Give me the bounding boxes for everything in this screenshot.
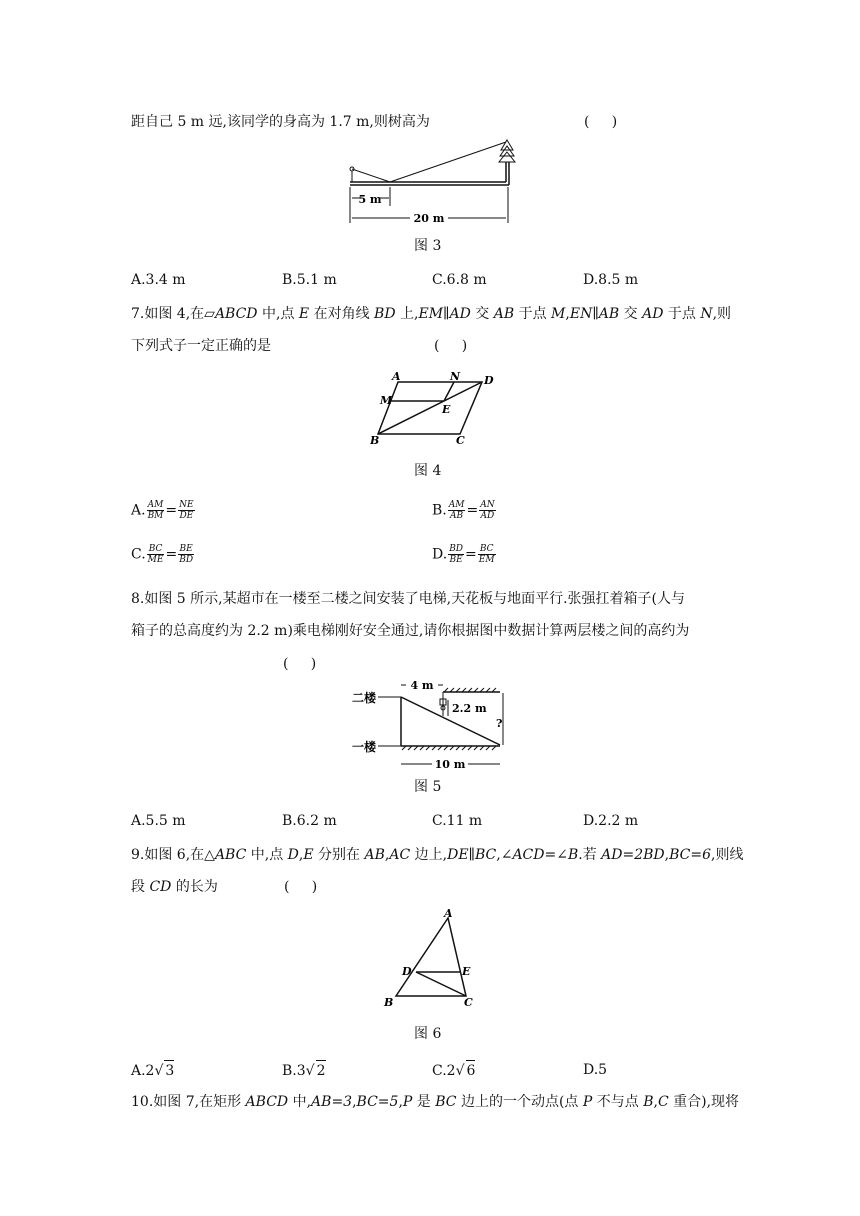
fig5-label-floor2: 二楼 xyxy=(352,691,377,705)
fig4-label-d: D xyxy=(484,374,494,387)
q8-answer-paren: ( ) xyxy=(283,656,317,672)
fig6-label-e: E xyxy=(462,965,471,978)
q7-option-a: A. $\frac{AM}{BM}$ = $\frac{NE}{DE}$ xyxy=(131,500,194,521)
fig3-label-20m: 20 m xyxy=(413,212,445,225)
figure-6-caption: 图 6 xyxy=(414,1026,442,1042)
figure-5-caption: 图 5 xyxy=(414,779,442,795)
q9-text-line2: 段 CD 的长为 xyxy=(131,879,218,895)
q9-text-line1: 9.如图 6,在△ABC 中,点 D,E 分别在 AB,AC 边上,DE∥BC,∠ACD=∠B.若 AD=2BD,BC=6,则线 xyxy=(131,847,744,863)
fig6-label-a: A xyxy=(444,908,453,920)
fig3-sight-1 xyxy=(352,169,390,182)
fig6-triangle-abc xyxy=(396,918,466,996)
q6-option-a: A.3.4 m xyxy=(131,272,186,288)
q10-text-line1: 10.如图 7,在矩形 ABCD 中,AB=3,BC=5,P 是 BC 边上的一个动点(点 P 不与点 B,C 重合),现将 xyxy=(131,1094,740,1110)
fig3-label-5m: 5 m xyxy=(358,193,382,206)
figure-3-caption: 图 3 xyxy=(414,238,442,254)
figure-4 xyxy=(370,366,500,448)
figure-6 xyxy=(380,908,490,1008)
q6-option-b: B.5.1 m xyxy=(282,272,337,288)
fig3-tree-top xyxy=(501,140,513,150)
q7-text-line2: 下列式子一定正确的是 xyxy=(131,338,271,354)
fig4-label-e: E xyxy=(442,403,451,416)
q6-option-d: D.8.5 m xyxy=(583,272,639,288)
q8-option-c: C.11 m xyxy=(432,813,483,829)
fig5-label-4m: 4 m xyxy=(410,679,434,692)
figure-5 xyxy=(352,676,512,772)
q9-option-a: A.2√ 3 xyxy=(131,1060,174,1081)
q6-answer-paren: ( ) xyxy=(584,114,618,130)
figure-4-caption: 图 4 xyxy=(414,463,442,479)
fig4-label-b: B xyxy=(370,434,380,447)
fig6-label-c: C xyxy=(464,996,473,1008)
q6-option-c: C.6.8 m xyxy=(432,272,487,288)
fig4-label-n: N xyxy=(450,370,461,383)
q7-option-c: C. $\frac{BC}{ME}$ = $\frac{BE}{BD}$ xyxy=(131,544,194,565)
fig5-label-22m: 2.2 m xyxy=(452,702,487,715)
q9-answer-paren: ( ) xyxy=(284,879,318,895)
q7-answer-paren: ( ) xyxy=(434,338,468,354)
fig6-label-d: D xyxy=(402,965,412,978)
fig4-label-c: C xyxy=(456,434,465,447)
q8-text-line2: 箱子的总高度约为 2.2 m)乘电梯刚好安全通过,请你根据图中数据计算两层楼之间的高约为 xyxy=(131,623,690,639)
q8-option-b: B.6.2 m xyxy=(282,813,337,829)
fig4-diagonal-bd xyxy=(378,382,482,434)
fig6-label-b: B xyxy=(384,996,394,1008)
fig4-label-m: M xyxy=(380,394,393,407)
figure-3 xyxy=(340,138,520,230)
q9-option-d: D.5 xyxy=(583,1062,608,1078)
q8-option-d: D.2.2 m xyxy=(583,813,639,829)
q6-text-tail: 距自己 5 m 远,该同学的身高为 1.7 m,则树高为 xyxy=(131,114,430,130)
q7-option-b: B. $\frac{AM}{AB}$ = $\frac{AN}{AD}$ xyxy=(432,500,495,521)
q8-option-a: A.5.5 m xyxy=(131,813,186,829)
fig6-segment-cd xyxy=(416,972,466,996)
fig3-sight-2 xyxy=(390,142,506,182)
q7-option-d: D. $\frac{BD}{BE}$ = $\frac{BC}{EM}$ xyxy=(432,544,495,565)
fig5-label-floor1: 一楼 xyxy=(352,740,377,754)
q9-option-b: B.3√ 2 xyxy=(282,1060,326,1081)
q9-option-c: C.2√ 6 xyxy=(432,1060,475,1081)
q8-text-line1: 8.如图 5 所示,某超市在一楼至二楼之间安装了电梯,天花板与地面平行.张强扛着箱子(人与 xyxy=(131,591,685,607)
q7-text-line1: 7.如图 4,在▱ABCD 中,点 E 在对角线 BD 上,EM∥AD 交 AB 于点 M,EN∥AB 交 AD 于点 N,则 xyxy=(131,306,732,322)
fig4-label-a: A xyxy=(392,370,401,383)
fig5-label-question: ? xyxy=(496,717,503,730)
fig5-label-10m: 10 m xyxy=(434,758,466,771)
